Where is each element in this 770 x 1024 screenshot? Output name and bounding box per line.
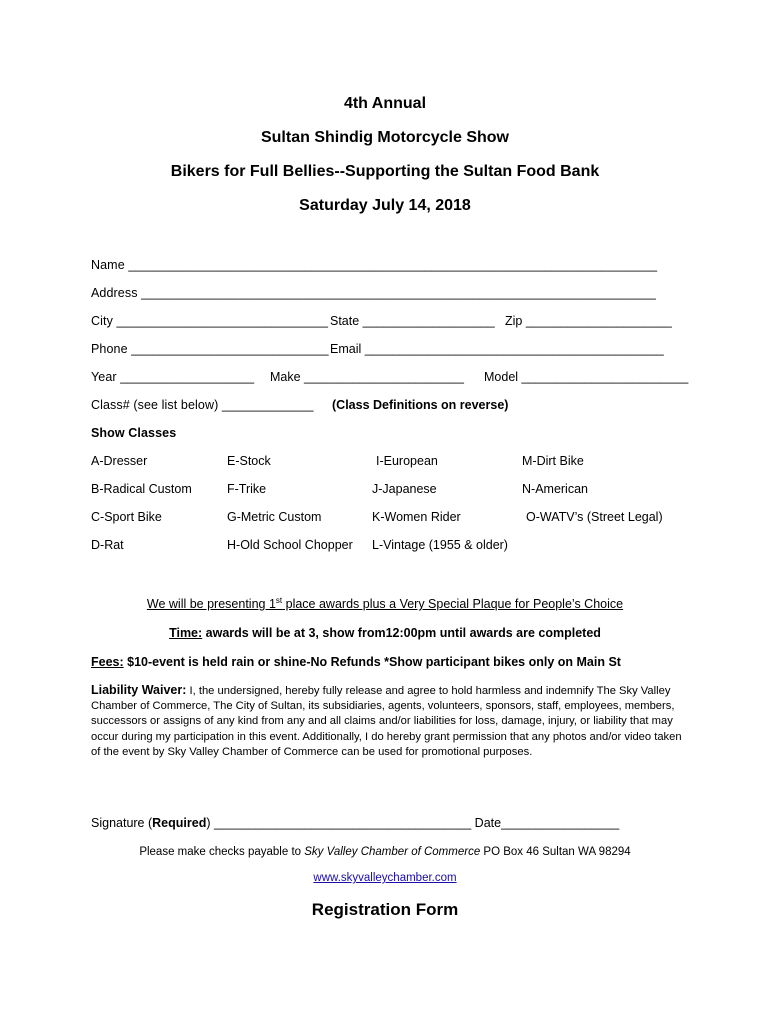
zip-field[interactable]: Zip _____________________ [505,314,672,328]
fees-line [91,655,621,669]
signature-post: ) _____________________________________ Date_________________ [206,816,620,830]
awards-post: place awards plus a Very Special Plaque for People’s Choice [282,597,624,612]
class-definitions-note: (Class Definitions on reverse) [332,398,509,412]
make-field[interactable]: Make _______________________ [270,370,464,384]
registration-form-title: Registration Form [311,900,459,919]
awards-pre: We will be presenting 1 [146,597,276,612]
awards-sup: st [275,596,283,605]
fees-text: $10-event is held rain or shine-No Refunds *Show participant bikes only on Main St [123,655,621,669]
liability-text: I, the undersigned, hereby fully release and agree to hold harmless and indemnify The Sky Valley Chamber of Commerce, The City of Sultan, its subsidiaries, agents, volunteers, sponsors, staff, employees, members, successors or assigns of any kind from any and all claims and/or liabilities for loss, damage, injury, or liability that may occur during my participation in this event. Additionally, I do hereby grant permission that any photos and/or video taken of the event by Sky Valley Chamber of Commerce can be used for promotional purposes. [91,685,682,758]
class-item: A-Dresser [91,454,148,468]
class-item: M-Dirt Bike [522,454,584,468]
signature-field[interactable] [91,816,619,830]
class-item: N-American [522,482,588,496]
class-item: H-Old School Chopper [227,538,353,552]
year-field[interactable]: Year ___________________ [91,370,255,384]
website-line [0,872,770,884]
class-item: E-Stock [227,454,271,468]
model-field[interactable]: Model ________________________ [484,370,689,384]
class-item: L-Vintage (1955 & older) [372,538,508,552]
website-link[interactable]: www.skyvalleychamber.com [313,872,457,884]
signature-pre: Signature ( [91,816,153,830]
class-item: B-Radical Custom [91,482,192,496]
checks-org: Sky Valley Chamber of Commerce [304,846,481,858]
city-field[interactable]: City ______________________________ [91,314,329,328]
class-item: I-European [376,454,438,468]
class-item: D-Rat [91,538,124,552]
awards-line [0,596,770,611]
event-subtitle: Bikers for Full Bellies--Supporting the Sultan Food Bank [170,163,600,180]
state-field[interactable]: State ___________________ [330,314,495,328]
event-edition: 4th Annual [343,95,427,112]
checks-post: PO Box 46 Sultan WA 98294 [480,846,631,858]
checks-pre: Please make checks payable to [139,846,305,858]
event-date: Saturday July 14, 2018 [299,197,471,214]
class-item: F-Trike [227,482,267,496]
class-item: G-Metric Custom [227,510,322,524]
show-classes-heading: Show Classes [91,426,177,440]
time-line [0,626,770,640]
liability-label: Liability Waiver: [91,683,187,697]
time-label: Time: [169,626,203,640]
class-item: O-WATV’s (Street Legal) [526,510,663,524]
signature-required: Required [152,816,207,830]
liability-waiver [91,683,691,760]
email-field[interactable]: Email ___________________________________________ [330,342,664,356]
event-title: Sultan Shindig Motorcycle Show [260,129,509,146]
class-item: C-Sport Bike [91,510,162,524]
checks-line [0,846,770,858]
class-item: K-Women Rider [372,510,461,524]
phone-field[interactable]: Phone ____________________________ [91,342,329,356]
time-text: awards will be at 3, show from12:00pm until awards are completed [202,626,601,640]
fees-label: Fees: [91,655,124,669]
class-item: J-Japanese [372,482,437,496]
class-number-field[interactable]: Class# (see list below) _____________ [91,398,314,412]
address-field[interactable]: Address _________________________________________________________________________ [91,286,656,300]
name-field[interactable]: Name ___________________________________________________________________________ [91,258,658,272]
